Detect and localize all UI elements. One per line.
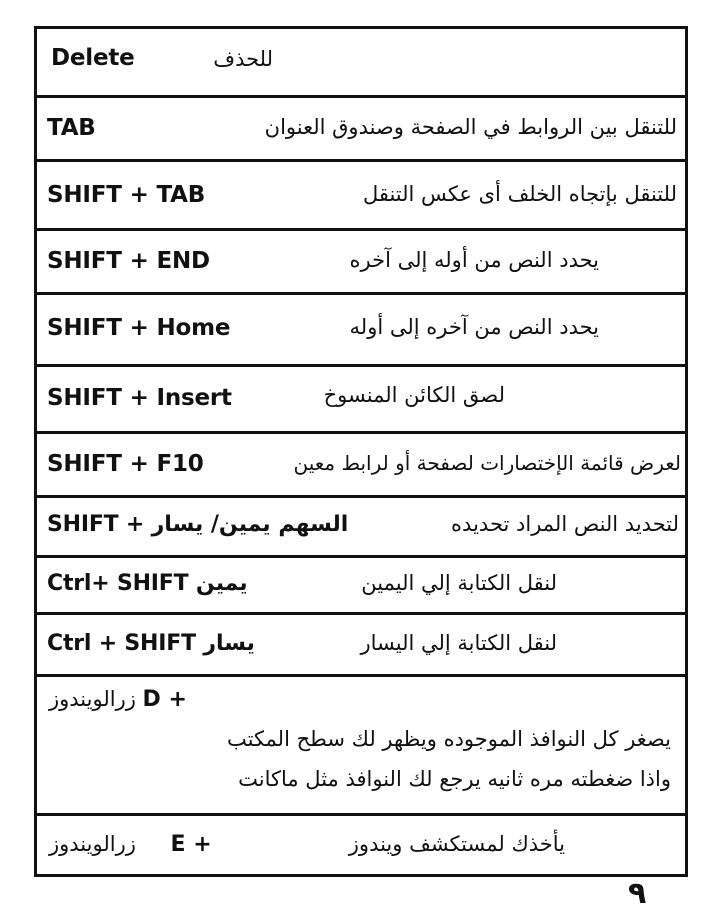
table-row [37,434,685,498]
shortcut-key: SHIFT + F10 [47,451,204,477]
table-row [37,162,685,231]
table-row [37,677,685,816]
table-row [37,498,685,558]
shortcut-description: لصق الكائن المنسوخ [323,383,505,407]
shortcut-key: Ctrl + SHIFT يسار [47,631,255,656]
table-row [37,29,685,98]
shortcut-key [49,832,212,857]
table-row [37,98,685,162]
shortcut-key-letter: D + [142,687,187,712]
windows-key-label: زرالويندوز [49,832,136,856]
shortcut-key: SHIFT + Insert [47,385,232,411]
shortcut-key: TAB [47,115,96,141]
table-row [37,615,685,677]
table-row [37,558,685,615]
shortcut-description: لعرض قائمة الإختصارات لصفحة أو لرابط معين [293,451,681,475]
shortcut-description: لنقل الكتابة إلي اليسار [360,631,557,655]
shortcut-key: SHIFT + السهم يمين/ يسار [47,512,349,537]
table-row [37,295,685,367]
windows-key-label: زرالويندوز [49,687,136,711]
shortcut-description: يأخذك لمستكشف ويندوز [348,832,565,856]
shortcut-key-letter: E + [170,832,212,857]
shortcut-description: يصغر كل النوافذ الموجوده ويظهر لك سطح المكتب [226,727,671,751]
shortcut-description: للتنقل بين الروابط في الصفحة وصندوق العنوان [264,115,677,139]
shortcut-key: SHIFT + TAB [47,182,206,208]
shortcut-key: SHIFT + END [47,248,210,274]
shortcut-description: يحدد النص من أوله إلى آخره [349,248,599,272]
shortcut-key: SHIFT + Home [47,315,231,341]
shortcut-description: للتنقل بإتجاه الخلف أى عكس التنقل [362,182,677,206]
shortcut-description: واذا ضغطته مره ثانيه يرجع لك النوافذ مثل ماكانت [238,767,671,791]
page-number: ٩ [628,876,647,911]
shortcut-key: Delete [51,45,135,71]
shortcut-key [49,687,187,712]
shortcut-description: لنقل الكتابة إلي اليمين [361,571,557,595]
table-row [37,367,685,434]
shortcut-description: لتحديد النص المراد تحديده [451,512,679,536]
shortcuts-table [34,26,688,877]
table-row [37,816,685,874]
table-row [37,231,685,295]
shortcut-key: Ctrl+ SHIFT يمين [47,571,248,596]
shortcut-description: يحدد النص من آخره إلى أوله [349,315,599,339]
shortcut-description: للحذف [213,47,273,71]
